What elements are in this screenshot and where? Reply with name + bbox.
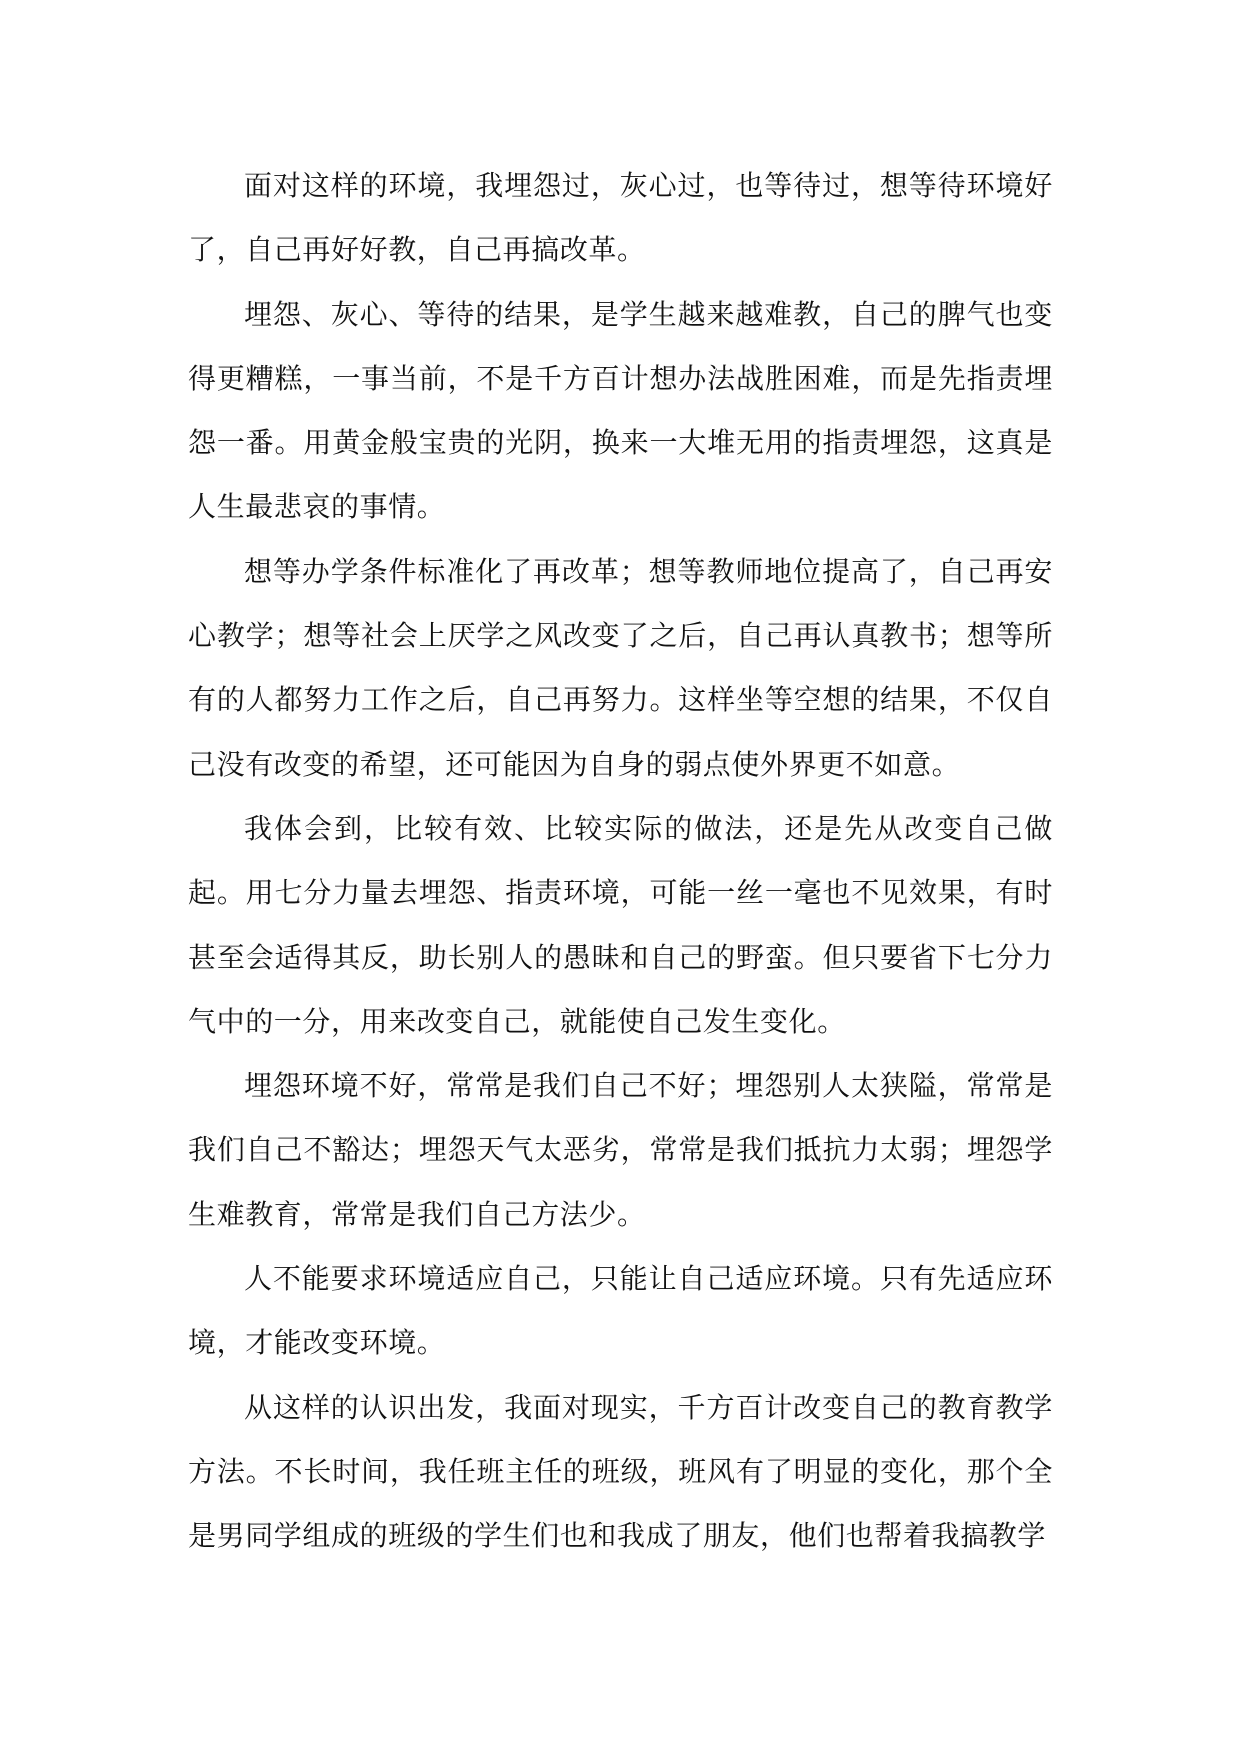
paragraph: 面对这样的环境，我埋怨过，灰心过，也等待过，想等待环境好了，自己再好好教，自己再搞改革。	[188, 169, 1053, 267]
paragraph: 想等办学条件标准化了再改革；想等教师地位提高了，自己再安心教学；想等社会上厌学之风改变了之后，自己再认真教书；想等所有的人都努力工作之后，自己再努力。这样坐等空想的结果，不仅自己没有改变的希望，还可能因为自身的弱点使外界更不如意。	[188, 554, 1053, 781]
paragraph: 我体会到，比较有效、比较实际的做法，还是先从改变自己做起。用七分力量去埋怨、指责环境，可能一丝一毫也不见效果，有时甚至会适得其反，助长别人的愚昧和自己的野蛮。但只要省下七分力气中的一分，用来改变自己，就能使自己发生变化。	[188, 811, 1053, 1038]
paragraph: 从这样的认识出发，我面对现实，千方百计改变自己的教育教学方法。不长时间，我任班主任的班级，班风有了明显的变化，那个全是男同学组成的班级的学生们也和我成了朋友，他们也帮着我搞教学	[188, 1390, 1053, 1553]
paragraph: 埋怨、灰心、等待的结果，是学生越来越难教，自己的脾气也变得更糟糕，一事当前，不是千方百计想办法战胜困难，而是先指责埋怨一番。用黄金般宝贵的光阴，换来一大堆无用的指责埋怨，这真是人生最悲哀的事情。	[188, 297, 1053, 524]
paragraph: 人不能要求环境适应自己，只能让自己适应环境。只有先适应环境，才能改变环境。	[188, 1262, 1053, 1360]
paragraph: 埋怨环境不好，常常是我们自己不好；埋怨别人太狭隘，常常是我们自己不豁达；埋怨天气太恶劣，常常是我们抵抗力太弱；埋怨学生难教育，常常是我们自己方法少。	[188, 1069, 1053, 1231]
document-body	[188, 154, 1053, 1569]
